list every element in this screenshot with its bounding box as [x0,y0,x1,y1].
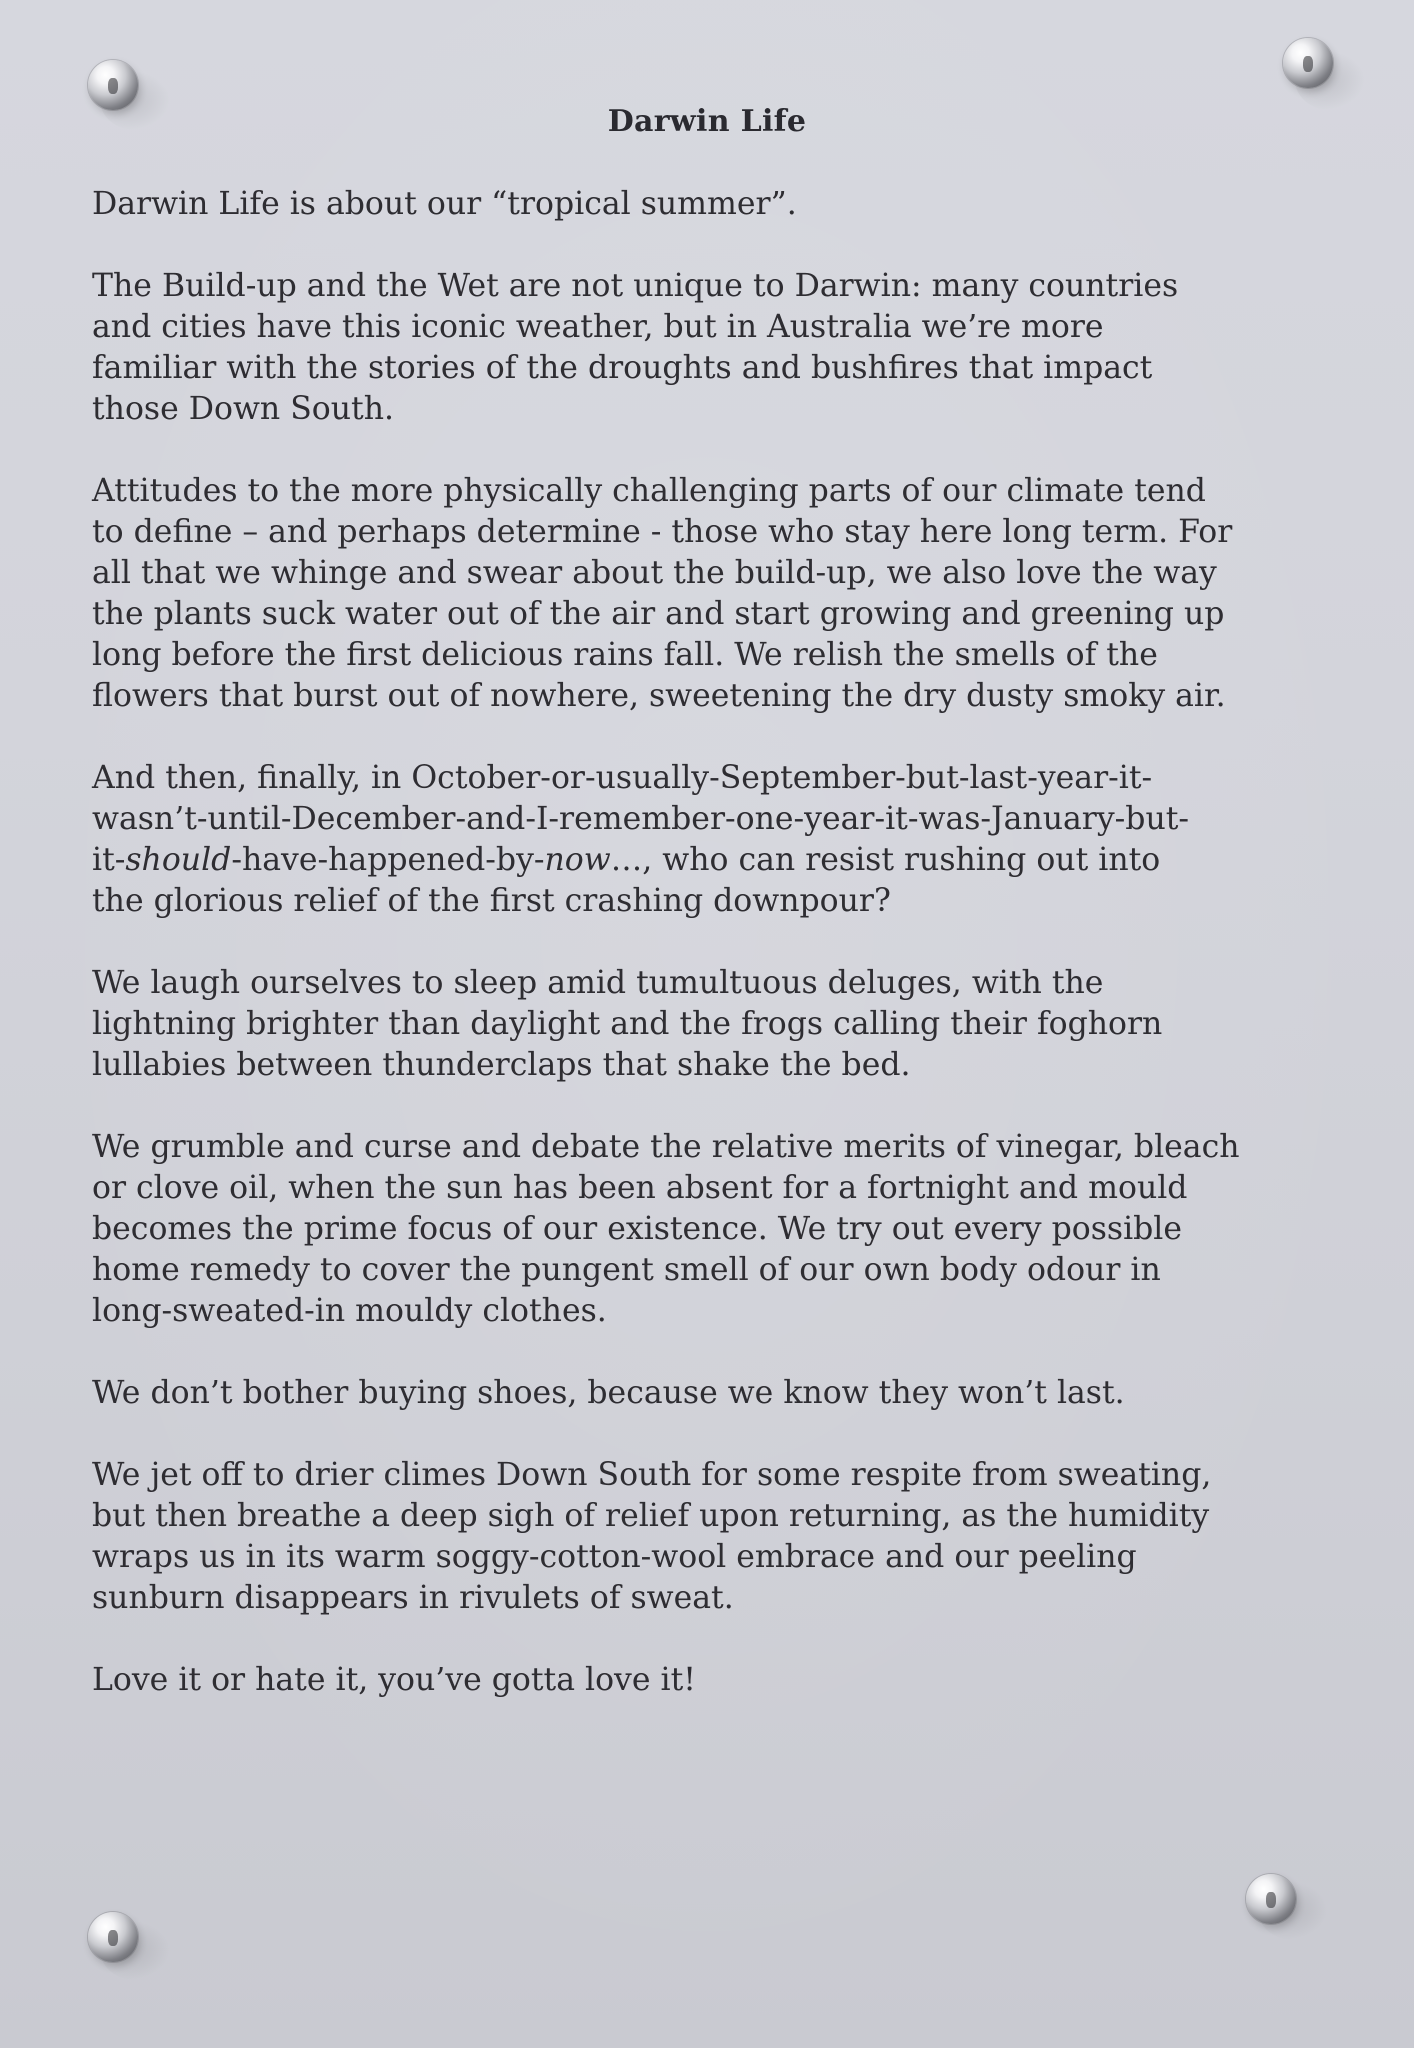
text-line [92,840,1342,881]
text-line: flowers that burst out of nowhere, sweetening the dry dusty smoky air. [92,678,1226,714]
text-line: home remedy to cover the pungent smell of our own body odour in [92,1252,1161,1288]
paragraph [92,963,1342,1086]
text-line: Attitudes to the more physically challenging parts of our climate tend [92,473,1206,509]
text-line: lullabies between thunderclaps that shake the bed. [92,1047,911,1083]
text-line: the plants suck water out of the air and start growing and greening up [92,596,1225,632]
paragraph [92,1127,1342,1332]
text-line: The Build-up and the Wet are not unique to Darwin: many countries [92,268,1179,304]
paragraph [92,266,1342,430]
text-line: those Down South. [92,391,395,427]
paragraph [92,1373,1342,1414]
standoff-bolt-top-right [1283,38,1333,88]
text-segment: it- [92,842,126,878]
italic-text: now [544,842,611,878]
standoff-bolt-bottom-left [88,1912,138,1962]
text-line: to define – and perhaps determine - those who stay here long term. For [92,514,1233,550]
text-line: Darwin Life is about our “tropical summer”. [92,186,797,222]
text-line: We don’t bother buying shoes, because we know they won’t last. [92,1375,1125,1411]
text-segment: …, who can resist rushing out into [610,842,1161,878]
text-line [92,881,1342,922]
text-line: We grumble and curse and debate the relative merits of vinegar, bleach [92,1129,1240,1165]
text-segment: wasn’t-until-December-and-I-remember-one-year-it-was-January-but- [92,801,1190,837]
paragraph [92,184,1342,225]
text-line: long-sweated-in mouldy clothes. [92,1293,607,1329]
text-line: familiar with the stories of the droughts and bushfires that impact [92,350,1153,386]
paragraph [92,1660,1342,1701]
standoff-bolt-top-left [88,60,138,110]
text-line: but then breathe a deep sigh of relief upon returning, as the humidity [92,1498,1210,1534]
text-line: Love it or hate it, you’ve gotta love it! [92,1662,696,1698]
text-line: all that we whinge and swear about the build-up, we also love the way [92,555,1217,591]
paragraph [92,1455,1342,1619]
paragraph [92,471,1342,717]
text-line: We jet off to drier climes Down South for some respite from sweating, [92,1457,1212,1493]
text-segment: the glorious relief of the first crashing downpour? [92,883,891,919]
body-text [92,184,1342,1742]
text-line [92,799,1342,840]
text-segment: -have-happened-by- [231,842,545,878]
page-title: Darwin Life [607,104,807,139]
standoff-bolt-bottom-right [1246,1874,1296,1924]
text-line: long before the first delicious rains fall. We relish the smells of the [92,637,1158,673]
paragraph [92,758,1342,922]
text-line: lightning brighter than daylight and the frogs calling their foghorn [92,1006,1163,1042]
text-line: or clove oil, when the sun has been absent for a fortnight and mould [92,1170,1188,1206]
text-line [92,758,1342,799]
text-line: and cities have this iconic weather, but in Australia we’re more [92,309,1104,345]
text-line: wraps us in its warm soggy-cotton-wool embrace and our peeling [92,1539,1137,1575]
text-line: We laugh ourselves to sleep amid tumultuous deluges, with the [92,965,1104,1001]
text-line: becomes the prime focus of our existence. We try out every possible [92,1211,1183,1247]
italic-text: should [125,842,232,878]
text-line: sunburn disappears in rivulets of sweat. [92,1580,734,1616]
text-segment: And then, finally, in October-or-usually-September-but-last-year-it- [92,760,1153,796]
